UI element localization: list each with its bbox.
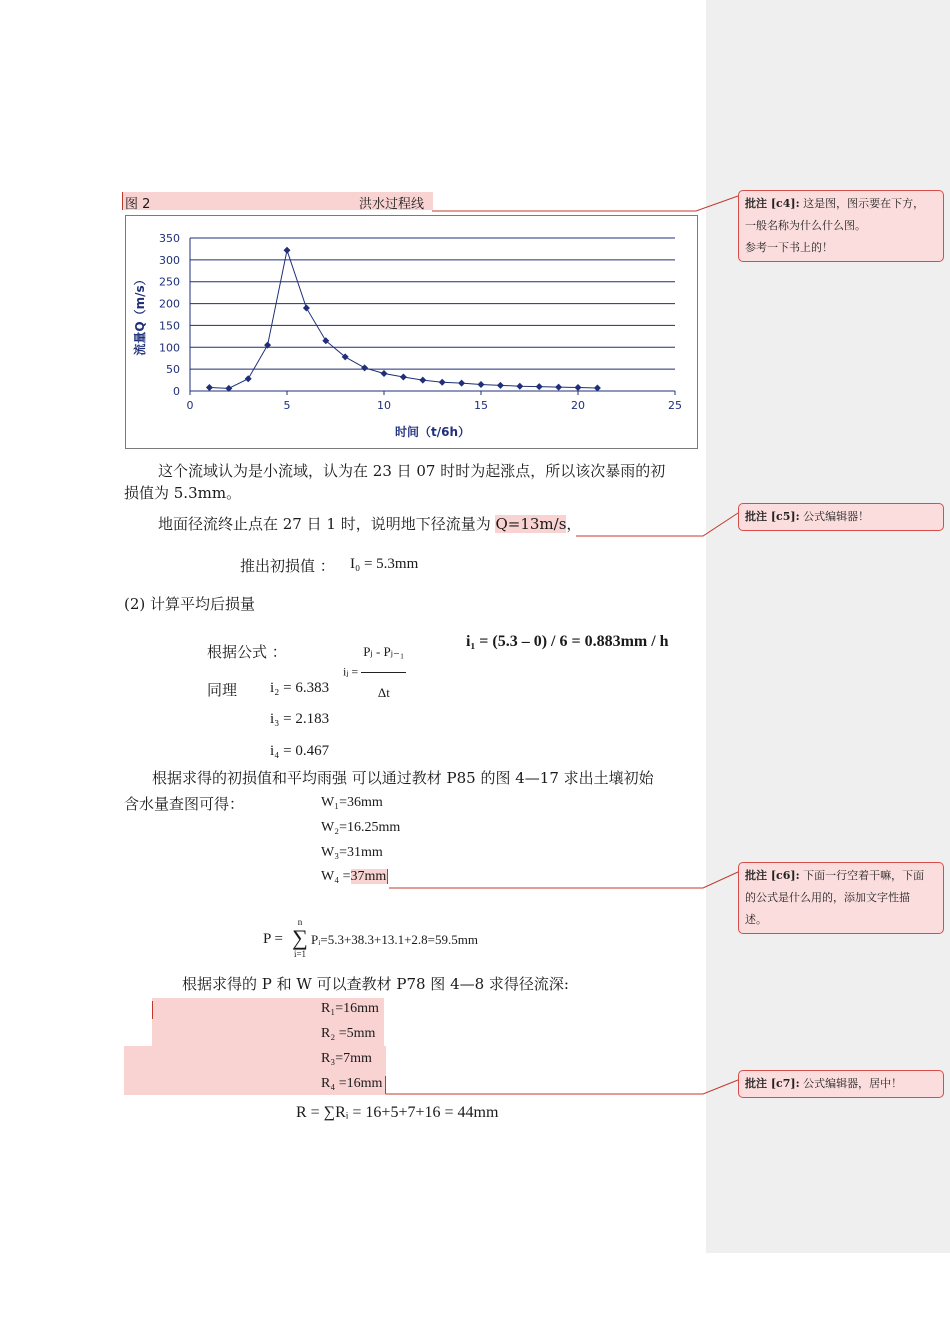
y-tick-label: 300 — [159, 253, 180, 267]
flood-hydrograph-chart — [125, 215, 698, 449]
y-tick-label: 50 — [166, 363, 180, 377]
data-point — [419, 377, 426, 384]
formula-label: 根据公式 ： — [207, 643, 287, 661]
y-tick-label: 350 — [159, 232, 180, 245]
w2-value: W₂=16.25mm — [321, 820, 401, 835]
x-tick-label: 15 — [474, 399, 488, 412]
para2-prefix: 地面径流终止点在 27 日 1 时，说明地下径流量为 — [158, 515, 496, 533]
data-point — [478, 381, 485, 388]
data-point — [439, 379, 446, 386]
initial-loss-label: 推出初损值 ： — [240, 557, 335, 575]
w1-value: W₁=36mm — [321, 795, 383, 810]
formula-lhs: iⱼ = — [343, 664, 359, 679]
y-tick-label: 100 — [159, 341, 180, 355]
r2-value: R₂ =5mm — [321, 1026, 376, 1041]
series-line — [209, 250, 597, 388]
comment-c5-line1: 公式编辑器！ — [803, 510, 870, 523]
r-insertion-mark — [152, 1001, 153, 1019]
data-point — [594, 384, 601, 391]
comment-c6-line3: 述。 — [745, 913, 767, 926]
comment-c4-line3: 参考一下书上的！ — [745, 241, 833, 254]
data-point — [245, 375, 252, 382]
data-point — [575, 384, 582, 391]
p-formula-rhs: Pᵢ=5.3+38.3+13.1+2.8=59.5mm — [311, 932, 478, 947]
x-tick-label: 5 — [283, 399, 291, 412]
para4: 根据求得的 P 和 W 可以查教材 P78 图 4—8 求得径流深: — [182, 975, 569, 993]
comment-c4[interactable] — [738, 190, 944, 262]
para1-line1: 这个流域认为是小流域，认为在 23 日 07 时时为起涨点，所以该次暴雨的初 — [158, 462, 666, 480]
comment-c7-line1: 公式编辑器，居中！ — [803, 1077, 903, 1090]
data-point — [555, 384, 562, 391]
data-point — [361, 364, 368, 371]
formula-fraction — [361, 632, 406, 713]
data-point — [458, 380, 465, 387]
para2-suffix: ， — [566, 515, 582, 533]
chart-svg — [126, 216, 697, 448]
comment-c5[interactable] — [738, 503, 944, 531]
connector-c6 — [389, 872, 738, 888]
w4-value: 37mm — [350, 869, 387, 884]
comment-c6-line1: 下面一行空着干嘛，下面 — [803, 869, 925, 882]
figure-title: 洪水过程线 — [359, 197, 425, 212]
para2-highlight: Q=13m/s — [495, 515, 567, 533]
y-tick-label: 250 — [159, 275, 180, 289]
connector-c5 — [576, 513, 738, 536]
comment-c6[interactable] — [738, 862, 944, 934]
figure-number: 图 2 — [125, 197, 151, 212]
connector-c4 — [432, 196, 738, 211]
x-tick-label: 20 — [571, 399, 585, 412]
formula-i2: i₂ = 6.383 — [270, 680, 330, 696]
r-end-mark — [385, 1076, 386, 1094]
y-tick-label: 0 — [173, 385, 180, 398]
r1-value: R₁=16mm — [321, 1001, 379, 1016]
y-axis-title: 流量Q（m/s） — [133, 273, 147, 356]
para1-line2: 损值为 5.3mm。 — [124, 484, 242, 502]
formula-numerator: Pⱼ - Pⱼ₋₁ — [361, 632, 406, 673]
y-tick-label: 200 — [159, 297, 180, 311]
x-axis-title: 时间（t/6h） — [394, 425, 471, 439]
comment-c4-tag: 批注 [c4]: — [745, 197, 800, 210]
connector-c7 — [386, 1080, 738, 1094]
initial-loss-formula: I₀ = 5.3mm — [350, 556, 419, 572]
para2 — [158, 514, 581, 534]
p-sum-top: n — [297, 917, 303, 927]
formula-rate — [343, 632, 406, 713]
p-sum-bottom: i=1 — [293, 949, 307, 959]
x-tick-label: 25 — [668, 399, 682, 412]
r-total: R = ∑Rᵢ = 16+5+7+16 = 44mm — [296, 1104, 499, 1121]
section2-heading: (2) 计算平均后损量 — [124, 595, 256, 613]
formula-i3: i₃ = 2.183 — [270, 711, 330, 727]
y-tick-label: 150 — [159, 319, 180, 333]
formula-i1: i₁ = (5.3 – 0) / 6 = 0.883mm / h — [466, 633, 669, 650]
formula-denominator: Δt — [377, 685, 390, 700]
x-tick-label: 0 — [186, 399, 194, 412]
data-point — [400, 374, 407, 381]
sigma-icon: ∑ — [292, 925, 308, 950]
data-point — [536, 383, 543, 390]
p-formula-lhs: P = — [263, 931, 283, 947]
data-point — [206, 384, 213, 391]
p-sum-symbol — [290, 917, 310, 959]
data-point — [284, 247, 291, 254]
comment-c5-tag: 批注 [c5]: — [745, 510, 800, 523]
data-point — [516, 383, 523, 390]
comment-c4-line1: 这是图，图示要在下方， — [803, 197, 925, 210]
comment-c7[interactable] — [738, 1070, 944, 1098]
comment-c6-tag: 批注 [c6]: — [745, 869, 800, 882]
same-label: 同理 — [207, 681, 238, 699]
data-point — [497, 382, 504, 389]
data-point — [303, 304, 310, 311]
para3-line2: 含水量查图可得： — [124, 795, 245, 813]
comment-c4-line2: 一般名称为什么什么图。 — [745, 219, 866, 232]
comment-c6-line2: 的公式是什么用的，添加文字性描 — [745, 891, 910, 904]
comment-c7-tag: 批注 [c7]: — [745, 1077, 800, 1090]
w4-line — [321, 869, 388, 885]
para3-line1: 根据求得的初损值和平均雨强 可以通过教材 P85 的图 4—17 求出土壤初始 — [152, 769, 654, 787]
figure-caption — [122, 192, 433, 210]
x-tick-label: 10 — [377, 399, 391, 412]
formula-i4: i₄ = 0.467 — [270, 743, 330, 759]
r3-value: R₃=7mm — [321, 1051, 372, 1066]
w4-prefix: W₄ = — [321, 869, 351, 884]
w3-value: W₃=31mm — [321, 845, 383, 860]
r4-value: R₄ =16mm — [321, 1076, 383, 1091]
data-point — [381, 370, 388, 377]
